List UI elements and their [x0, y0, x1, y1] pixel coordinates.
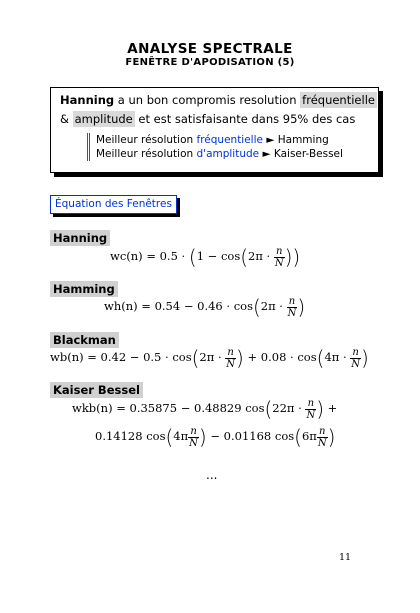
- kaiser-tail-1: +: [324, 401, 338, 415]
- kaiser-label: Kaiser Bessel: [50, 382, 143, 398]
- hamming-lhs: wh(n) = 0.54 − 0.46 · cos: [104, 299, 253, 313]
- recommendation-item-1: [96, 133, 343, 147]
- paren-close: ): [361, 346, 369, 370]
- fraction: [350, 347, 361, 370]
- summary-line-2: [60, 112, 355, 126]
- denominator: N: [351, 358, 361, 370]
- hanning-body: 1 − cos: [196, 249, 241, 263]
- arrow-icon: ►: [259, 148, 274, 160]
- arrow-icon: ►: [262, 134, 278, 146]
- paren-open: (: [264, 397, 273, 421]
- fraction: [225, 347, 236, 370]
- denominator: N: [317, 437, 327, 449]
- paren-open: (: [294, 425, 302, 449]
- kaiser-equation-line-1: [72, 397, 337, 421]
- denominator: N: [287, 307, 297, 319]
- recommendations: [87, 133, 343, 161]
- hanning-inner: 2π ·: [248, 249, 274, 263]
- page-number: 11: [339, 552, 352, 563]
- kaiser-l2b: − 0.01168 cos: [206, 429, 295, 443]
- hanning-lhs: wc(n) = 0.5 ·: [110, 249, 189, 263]
- blackman-label: Blackman: [50, 332, 119, 348]
- numerator: n: [307, 397, 315, 409]
- summary-text-b: et est satisfaisante dans 95% des cas: [134, 112, 356, 126]
- amp-prefix: &: [60, 112, 73, 126]
- kaiser-inner-2: 4π: [173, 429, 189, 443]
- item1-window: Hamming: [277, 134, 329, 146]
- numerator: n: [288, 295, 296, 307]
- page-title: ANALYSE SPECTRALE: [127, 41, 293, 57]
- page-subtitle: FENÊTRE D'APODISATION (5): [125, 57, 295, 68]
- denominator: N: [226, 358, 236, 370]
- denominator: N: [189, 437, 198, 449]
- recommendation-item-2: [96, 147, 343, 161]
- fraction: [305, 398, 316, 421]
- paren-open: (: [316, 346, 325, 370]
- item2-key: d'amplitude: [196, 148, 260, 160]
- numerator: n: [227, 346, 234, 358]
- denominator: N: [306, 409, 316, 421]
- blackman-inner-1: 2π ·: [199, 350, 226, 364]
- paren-close: ): [198, 425, 207, 449]
- hanning-word: Hanning: [60, 93, 115, 107]
- fraction: [188, 426, 199, 449]
- denominator: N: [274, 257, 284, 269]
- paren-close: ): [236, 346, 244, 370]
- item1-prefix: Meilleur résolution: [96, 134, 197, 146]
- hanning-equation: [110, 245, 300, 269]
- paren-close: ): [297, 295, 306, 319]
- numerator: n: [352, 346, 359, 358]
- summary-box: [50, 87, 379, 173]
- hamming-label: Hamming: [50, 281, 118, 297]
- blackman-inner-2: 4π ·: [324, 350, 351, 364]
- blackman-mid: + 0.08 · cos: [243, 350, 317, 364]
- fraction: [317, 426, 328, 449]
- summary-text-a: a un bon compromis resolution: [114, 93, 301, 107]
- summary-line-1: [60, 93, 377, 107]
- paren-open: (: [188, 245, 197, 269]
- blackman-equation: [50, 346, 369, 370]
- paren-close: ): [327, 425, 336, 449]
- freq-highlight: fréquentielle: [302, 93, 375, 107]
- hanning-label: Hanning: [50, 230, 110, 246]
- numerator: n: [276, 245, 283, 257]
- paren-close: )): [284, 245, 301, 269]
- numerator: n: [190, 425, 197, 437]
- kaiser-lhs: wkb(n) = 0.35875 − 0.48829 cos: [72, 401, 265, 415]
- kaiser-inner-1: 22π ·: [272, 401, 306, 415]
- blackman-lhs: wb(n) = 0.42 − 0.5 · cos: [50, 350, 192, 364]
- fraction: [274, 246, 285, 269]
- paren-close: ): [316, 397, 325, 421]
- item1-key: fréquentielle: [196, 134, 263, 146]
- paren-open: (: [165, 425, 174, 449]
- kaiser-l2a: 0.14128 cos: [95, 429, 166, 443]
- amp-highlight: amplitude: [74, 112, 133, 126]
- fraction: [287, 296, 298, 319]
- paren-open: (: [240, 245, 249, 269]
- item2-window: Kaiser-Bessel: [273, 148, 343, 160]
- item2-prefix: Meilleur résolution: [96, 148, 197, 160]
- hamming-inner: 2π ·: [260, 299, 287, 313]
- paren-open: (: [191, 346, 200, 370]
- ellipsis: ...: [206, 468, 218, 482]
- kaiser-inner-3: 6π: [301, 429, 317, 443]
- equations-link[interactable]: Équation des Fenêtres: [50, 195, 177, 214]
- numerator: n: [319, 425, 326, 437]
- kaiser-equation-line-2: [95, 425, 335, 449]
- hamming-equation: [104, 295, 305, 319]
- paren-open: (: [252, 295, 261, 319]
